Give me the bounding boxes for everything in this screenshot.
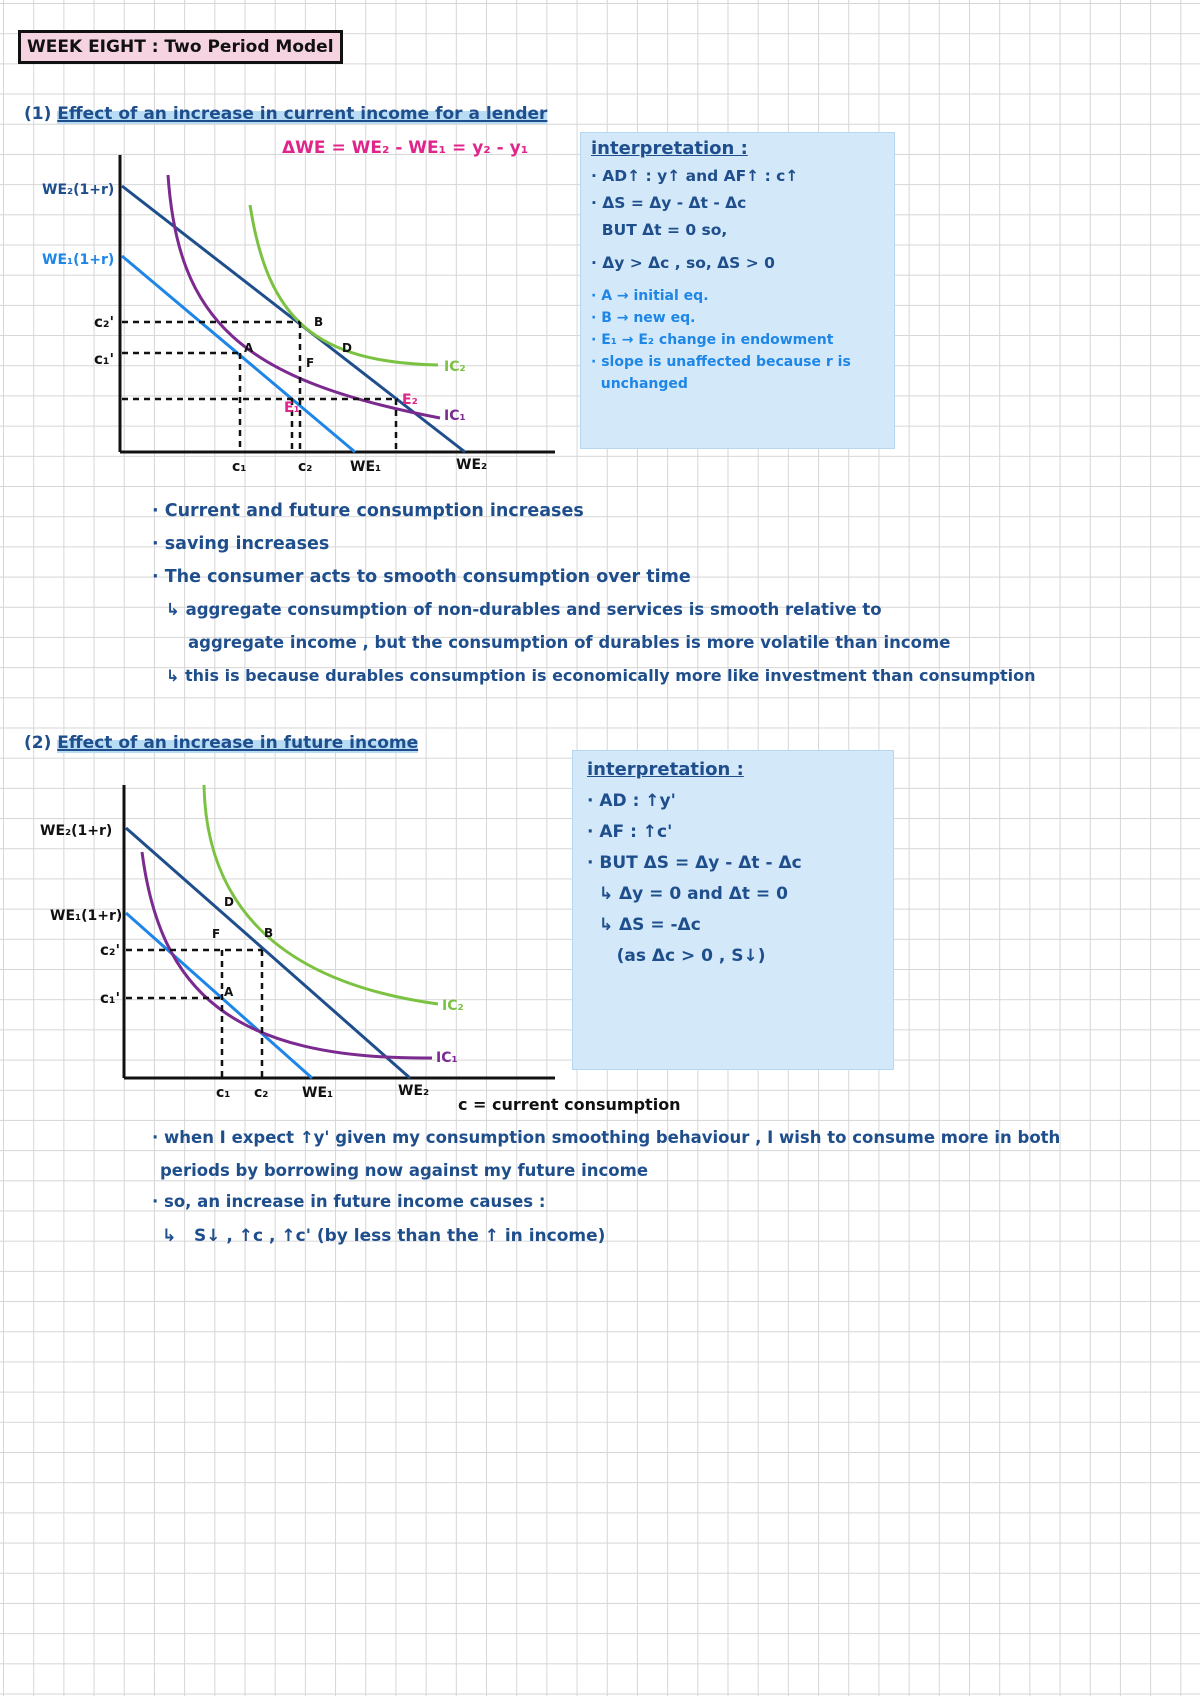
s2-interp-line: · BUT ΔS = Δy - Δt - Δc: [587, 853, 802, 873]
s2-bullet: ↳ S↓ , ↑c , ↑c' (by less than the ↑ in income): [162, 1226, 606, 1246]
s1-interp-note: · B → new eq.: [591, 310, 696, 326]
s1-interp-note: · A → initial eq.: [591, 288, 709, 304]
s1-interp-line: · Δy > Δc , so, ΔS > 0: [591, 254, 775, 272]
s2-ic1-curve: [142, 852, 432, 1058]
s1-interp-line: · ΔS = Δy - Δt - Δc: [591, 194, 747, 212]
s2-label-ic2: IC₂: [442, 998, 464, 1014]
section1-graph: [0, 0, 600, 480]
s1-label-ic2: IC₂: [444, 359, 466, 375]
s1-tick-c2: c₂: [298, 459, 313, 475]
s2-tick-c2: c₂: [254, 1085, 269, 1101]
s1-point-d: D: [342, 341, 352, 355]
s2-tick-we1: WE₁: [302, 1085, 334, 1101]
section2-interpretation-box: [572, 750, 894, 1070]
s2-interp-line: ↳ ΔS = -Δc: [587, 915, 701, 935]
section1-formula: ΔWE = WE₂ - WE₁ = y₂ - y₁: [282, 138, 529, 158]
s1-bullet: ↳ this is because durables consumption is economically more like investment than consumption: [166, 666, 1036, 685]
s2-interp-title: interpretation :: [587, 759, 744, 780]
s1-bullet: · The consumer acts to smooth consumption over time: [152, 567, 691, 587]
s1-bullet: · saving increases: [152, 534, 330, 554]
page-title: WEEK EIGHT : Two Period Model: [18, 30, 343, 64]
s1-label-c1p: c₁': [94, 350, 115, 368]
section2-heading: [24, 733, 418, 753]
s1-interp-title: interpretation :: [591, 138, 748, 159]
s1-bullet: ↳ aggregate consumption of non-durables and services is smooth relative to: [166, 600, 882, 619]
s1-point-e1: E₁: [284, 400, 300, 416]
s1-ic1-curve: [168, 175, 440, 418]
section1-heading-text: Effect of an increase in current income for a lender: [57, 104, 548, 124]
s1-bullet: · Current and future consumption increases: [152, 501, 584, 521]
s1-tick-c1: c₁: [232, 459, 247, 475]
s2-tick-c1: c₁: [216, 1085, 231, 1101]
s1-bullet: aggregate income , but the consumption of durables is more volatile than income: [188, 633, 951, 652]
s2-ic2-curve: [204, 785, 438, 1004]
s2-interp-line: ↳ Δy = 0 and Δt = 0: [587, 884, 788, 904]
section1-interpretation-box: [580, 132, 895, 449]
s1-point-e2: E₂: [402, 392, 418, 408]
s1-interp-note: unchanged: [591, 376, 688, 392]
s2-interp-line: · AF : ↑c': [587, 822, 673, 842]
s1-point-b: B: [314, 315, 324, 329]
s2-label-c2p: c₂': [100, 941, 121, 959]
s1-interp-line: BUT Δt = 0 so,: [591, 221, 728, 239]
s2-tick-we2: WE₂: [398, 1083, 430, 1099]
s2-label-c1p: c₁': [100, 989, 121, 1007]
s1-point-a: A: [244, 341, 254, 355]
s2-label-ic1: IC₁: [436, 1050, 458, 1066]
s2-label-we2: WE₂(1+r): [40, 823, 113, 839]
s1-point-f: F: [306, 356, 315, 370]
s2-label-we1: WE₁(1+r): [50, 908, 123, 924]
s1-interp-line: · AD↑ : y↑ and AF↑ : c↑: [591, 167, 799, 185]
s1-tick-we1: WE₁: [350, 459, 382, 475]
s2-axis-note: c = current consumption: [458, 1095, 681, 1114]
s1-interp-note: · E₁ → E₂ change in endowment: [591, 332, 834, 348]
s2-point-a: A: [224, 985, 234, 999]
s1-label-c2p: c₂': [94, 313, 115, 331]
s1-interp-note: · slope is unaffected because r is: [591, 354, 851, 370]
s1-label-we1: WE₁(1+r): [42, 252, 115, 268]
s2-bullet: · so, an increase in future income causes :: [152, 1192, 546, 1211]
section2-heading-text: Effect of an increase in future income: [57, 733, 419, 753]
s2-interp-line: · AD : ↑y': [587, 791, 676, 811]
section2-heading-number: (2): [24, 733, 52, 753]
s1-label-ic1: IC₁: [444, 408, 466, 424]
section1-heading-number: (1): [24, 104, 52, 124]
s1-label-we2: WE₂(1+r): [42, 182, 115, 198]
s2-point-b: B: [264, 926, 274, 940]
s2-interp-line: (as Δc > 0 , S↓): [587, 946, 766, 966]
s2-point-f: F: [212, 927, 221, 941]
s2-bullet: · when I expect ↑y' given my consumption smoothing behaviour , I wish to consume more in both: [152, 1128, 1061, 1147]
section2-graph: [0, 770, 600, 1115]
s2-point-d: D: [224, 895, 234, 909]
s2-bullet: periods by borrowing now against my future income: [160, 1161, 649, 1180]
s1-tick-we2: WE₂: [456, 457, 488, 473]
